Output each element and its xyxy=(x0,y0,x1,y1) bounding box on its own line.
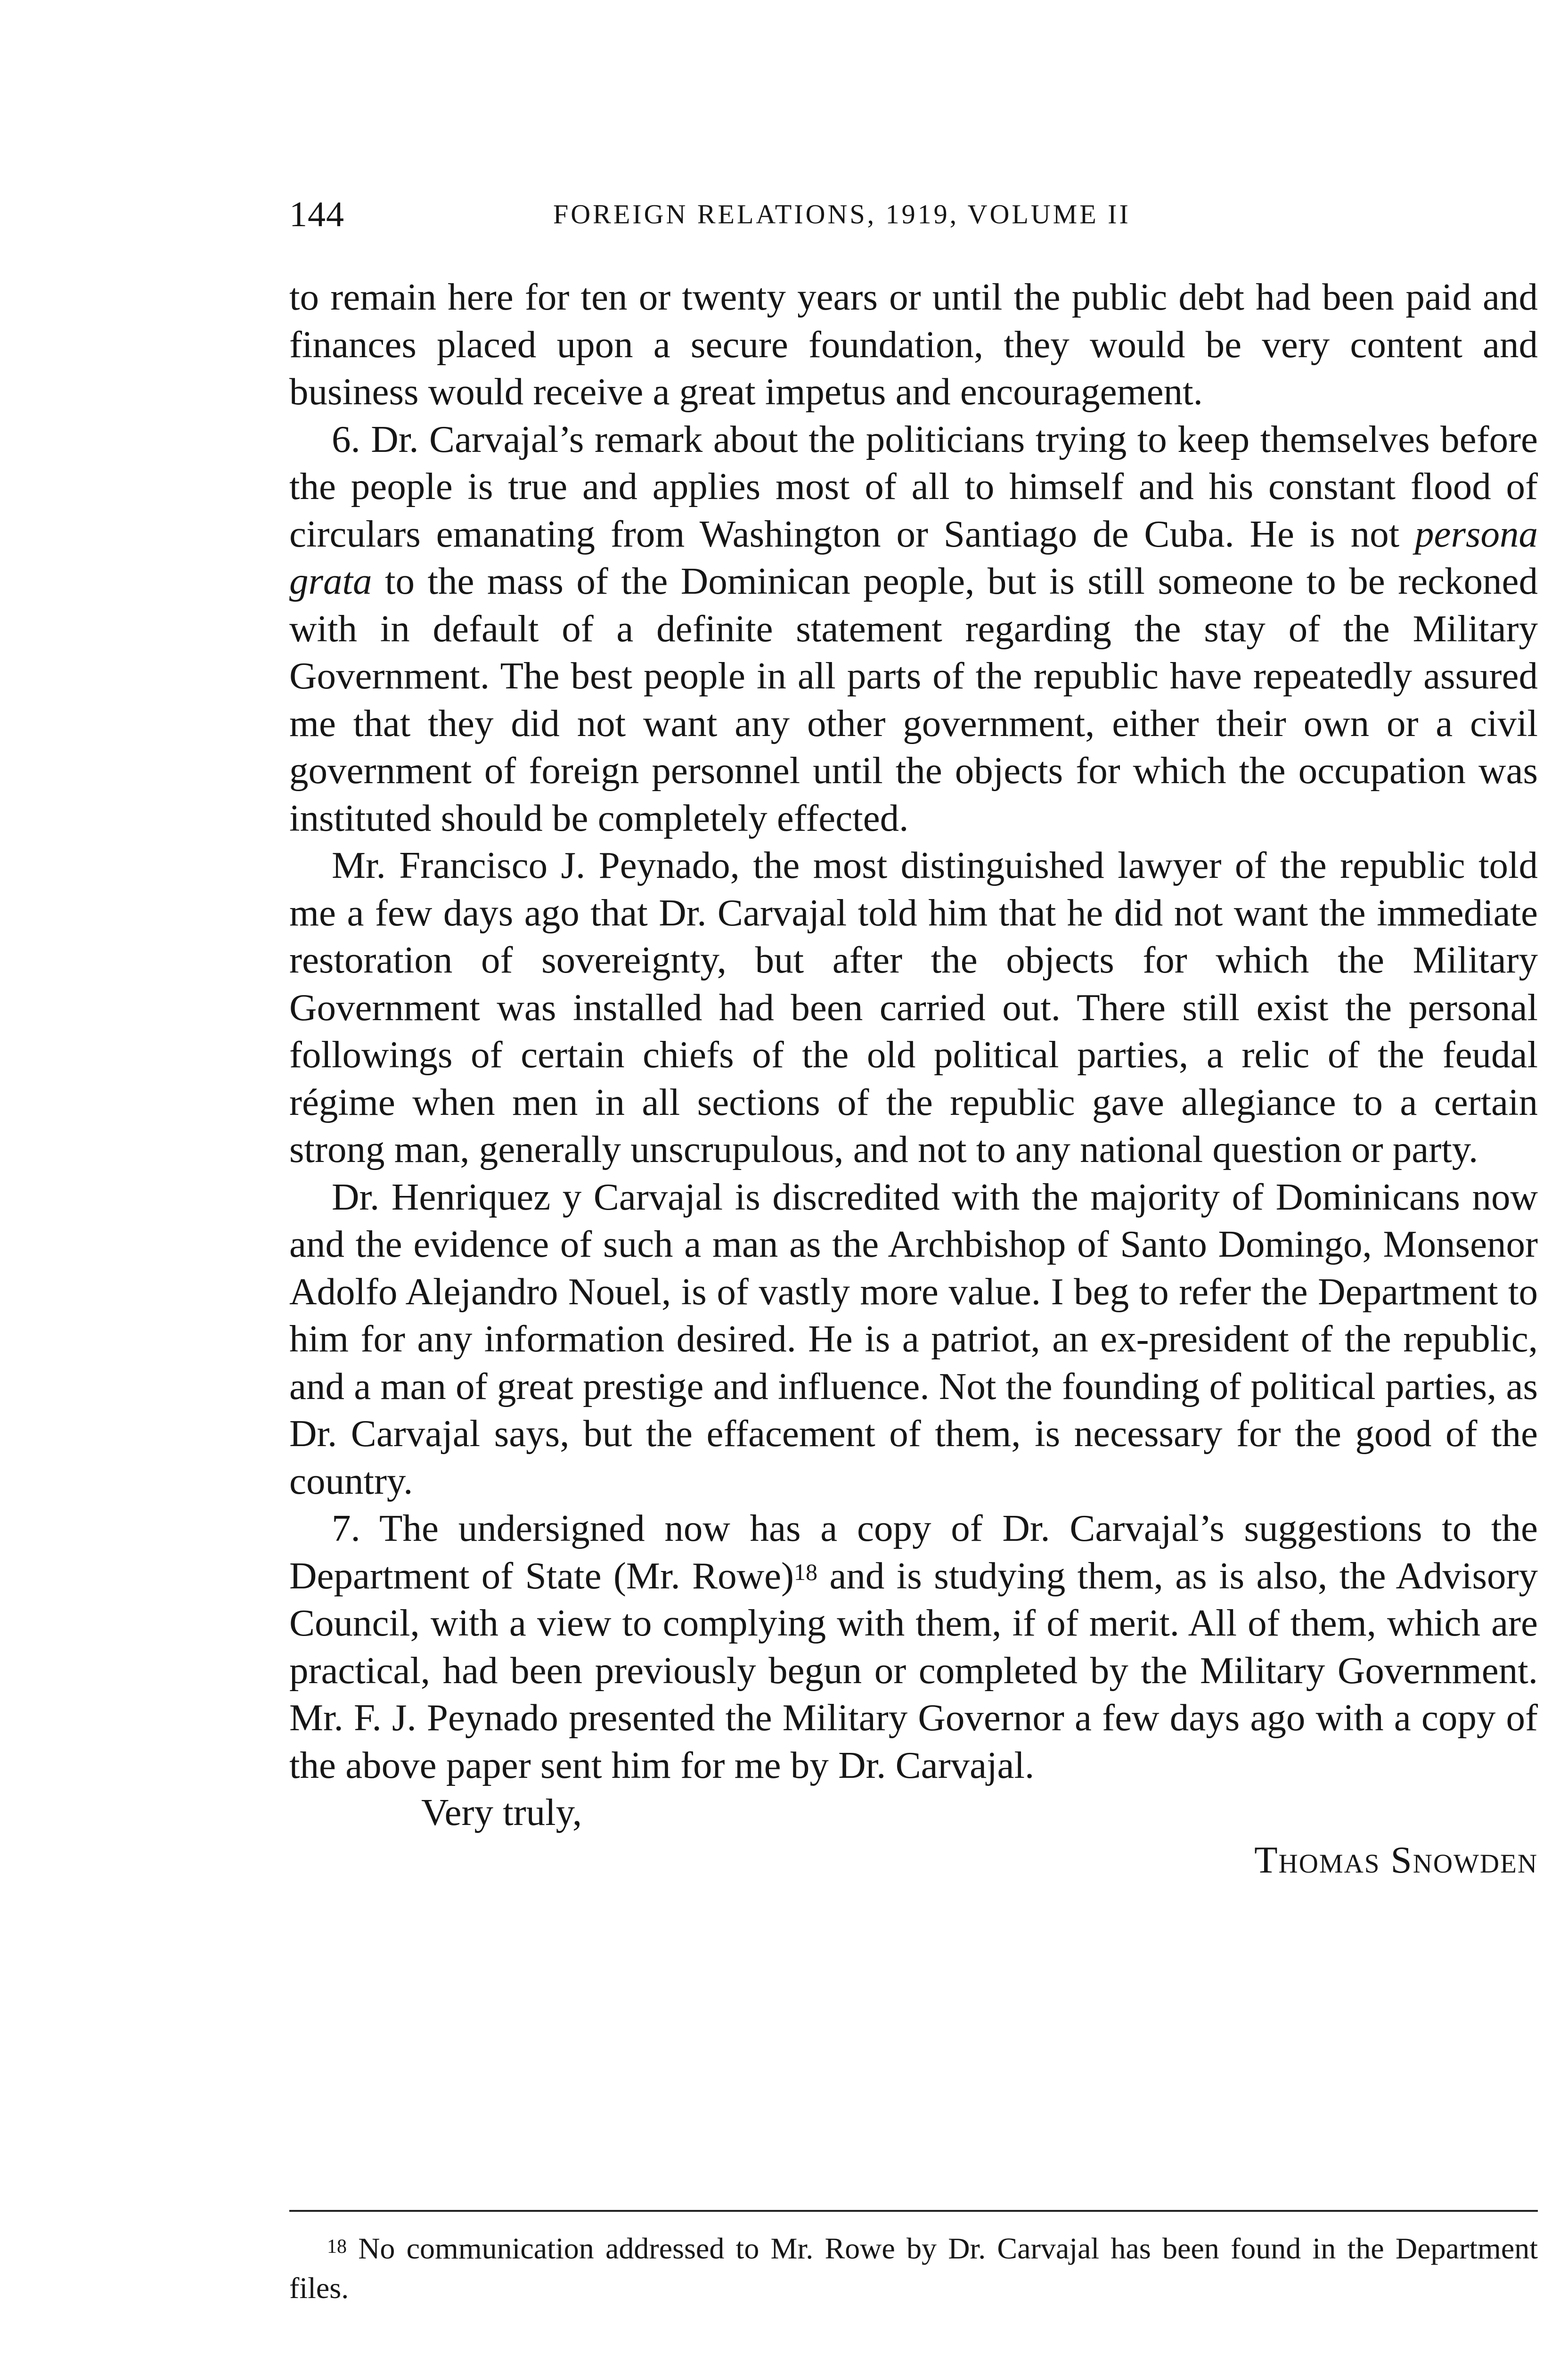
paragraph-7-text-b: and is studying them, as is also, the Advisory Council, with a view to complying with them, if of merit. All of them, which are practical, had been previously begun or completed by the Military Government. Mr. F. J. Peynado presented the Military Governor a few days ago with a copy of the above paper sent him for me by Dr. Carvajal. xyxy=(289,1554,1538,1786)
paragraph-peynado: Mr. Francisco J. Peynado, the most distinguished lawyer of the republic told me a few days ago that Dr. Carvajal told him that he did not want the immediate restoration of sovereignty, but after the objects for which the Military Government was installed had been carried out. There still exist the personal followings of certain chiefs of the old political parties, a relic of the feudal régime when men in all sections of the republic gave allegiance to a certain strong man, generally unscrupulous, and not to any national question or party. xyxy=(289,844,1538,1170)
signature: Thomas Snowden xyxy=(1254,1838,1538,1881)
page-header xyxy=(289,188,1538,240)
paragraph-continuation: to remain here for ten or twenty years or until the public debt had been paid and finances placed upon a secure foundation, they would be very content and business would receive a great impetus and encouragement. xyxy=(289,276,1538,413)
closing: Very truly, xyxy=(421,1791,582,1833)
page-number: 144 xyxy=(289,195,344,234)
footnote xyxy=(289,2229,1538,2308)
paragraph-6 xyxy=(289,416,1538,842)
paragraph-6-text-a: 6. Dr. Carvajal’s remark about the politicians trying to keep themselves before the people is true and applies most of all to himself and his constant flood of circulars emanating from Washington or Santiago de Cuba. He is not xyxy=(289,417,1538,555)
paragraph-7 xyxy=(289,1505,1538,1789)
footnote-marker: 18 xyxy=(327,2236,347,2258)
footnote-reference[interactable]: 18 xyxy=(794,1558,818,1585)
paragraph-henriquez: Dr. Henriquez y Carvajal is discredited with the majority of Dominicans now and the evidence of such a man as the Archbishop of Santo Domingo, Monsenor Adolfo Alejandro Nouel, is of vastly more value. I beg to refer the Department to him for any information desired. He is a patriot, an ex-president of the republic, and a man of great prestige and influence. Not the founding of political parties, as Dr. Carvajal says, but the effacement of them, is necessary for the good of the country. xyxy=(289,1175,1538,1502)
footnote-text: No communication addressed to Mr. Rowe by Dr. Carvajal has been found in the Department files. xyxy=(289,2232,1538,2305)
paragraph-7-text-a: 7. The undersigned now has a copy of Dr. Carvajal’s suggestions to the Department of State (Mr. Rowe) xyxy=(289,1507,1538,1597)
footnote-divider xyxy=(289,2210,1538,2212)
italic-phrase: persona grata xyxy=(289,512,1538,602)
running-head: FOREIGN RELATIONS, 1919, VOLUME II xyxy=(553,199,1131,229)
letter-body xyxy=(289,273,1538,1883)
paragraph-6-text-b: to the mass of the Dominican people, but is still someone to be reckoned with in default of a definite statement regarding the stay of the Military Government. The best people in all parts of the republic have repeatedly assured me that they did not want any other government, either their own or a civil government of foreign personnel until the objects for which the occupation was instituted should be completely effected. xyxy=(289,560,1538,839)
